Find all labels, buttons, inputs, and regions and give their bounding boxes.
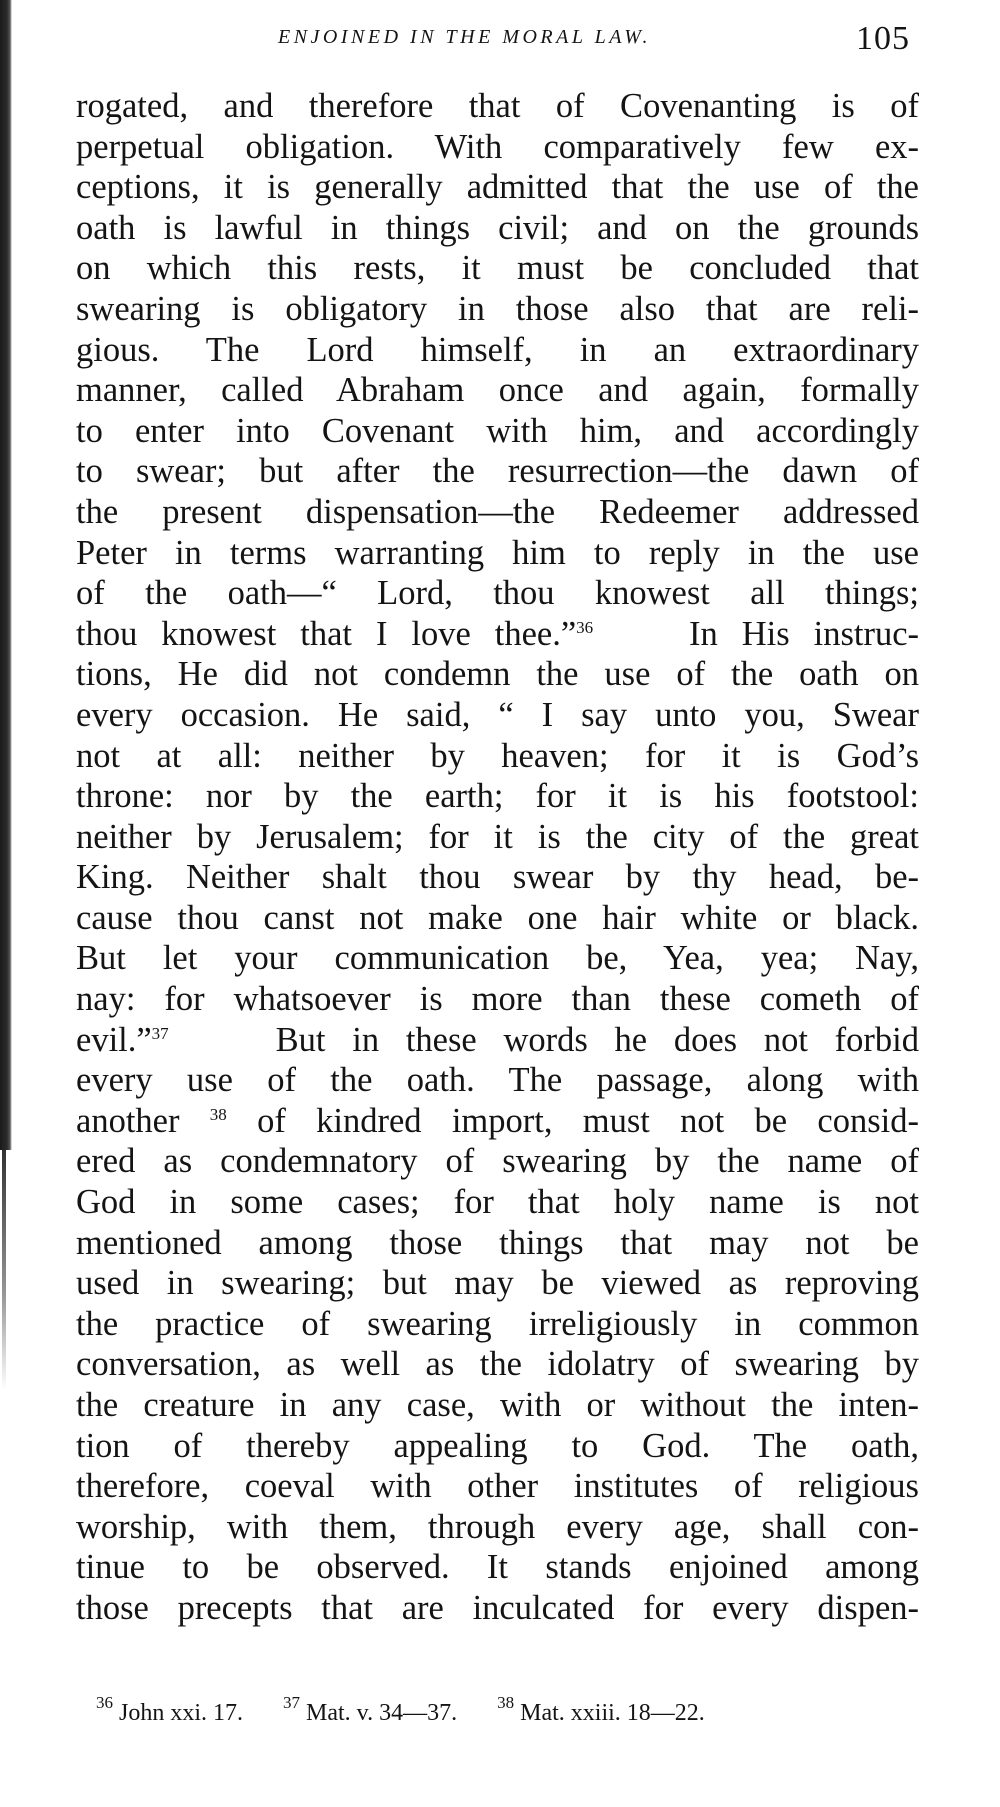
footnote-36 (96, 1693, 244, 1726)
text-line-with-ref (76, 1101, 919, 1142)
page-number: 105 (856, 20, 910, 57)
text-line: rogated, and therefore that of Covenanting is of (76, 87, 919, 125)
line-text: another (76, 1101, 180, 1140)
text-line-with-ref (76, 1020, 919, 1061)
body-text (76, 86, 919, 1629)
footnote-ref-36: 36 (576, 617, 594, 637)
footnote-text: John xxi. 17. (119, 1700, 244, 1726)
text-line: every use of the oath. The passage, along with (76, 1061, 919, 1100)
text-line: used in swearing; but may be viewed as reproving (76, 1264, 919, 1303)
text-line: God in some cases; for that holy name is not (76, 1183, 919, 1222)
line-text: In His instruc- (689, 614, 920, 653)
footnote-text: Mat. xxiii. 18—22. (520, 1700, 705, 1726)
text-line: the practice of swearing irreligiously in common (76, 1304, 919, 1343)
text-line: tions, He did not condemn the use of the oath on (76, 655, 919, 694)
text-line: the present dispensation—the Redeemer addressed (76, 492, 919, 531)
text-line: cause thou canst not make one hair white or black. (76, 898, 919, 937)
text-line: swearing is obligatory in those also that are reli- (76, 289, 919, 328)
footnote-text: Mat. v. 34—37. (306, 1700, 458, 1726)
text-line: worship, with them, through every age, shall con- (76, 1507, 919, 1546)
footnote-marker: 38 (497, 1693, 515, 1712)
text-line: Peter in terms warranting him to reply in the use (76, 533, 919, 572)
text-line: King. Neither shalt thou swear by thy head, be- (76, 858, 919, 897)
text-line-with-ref (76, 614, 919, 655)
text-line: throne: nor by the earth; for it is his footstool: (76, 777, 919, 816)
text-line: mentioned among those things that may not be (76, 1223, 919, 1262)
text-line: every occasion. He said, “ I say unto you, Swear (76, 695, 919, 734)
text-line: ceptions, it is generally admitted that the use of the (76, 168, 919, 207)
text-line: those precepts that are inculcated for every dispen- (76, 1588, 919, 1627)
footnote-marker: 37 (283, 1693, 301, 1712)
footnote-38 (497, 1693, 705, 1726)
text-line: the creature in any case, with or without the inten- (76, 1386, 919, 1424)
line-text: evil.” (76, 1020, 152, 1059)
text-line: tinue to be observed. It stands enjoined among (76, 1548, 919, 1587)
text-line: nay: for whatsoever is more than these cometh of (76, 980, 919, 1019)
text-line: to swear; but after the resurrection—the dawn of (76, 452, 919, 491)
line-text: thou knowest that I love thee.” (76, 614, 577, 653)
footnote-ref-38: 38 (209, 1104, 227, 1124)
book-binding-shadow (2, 1150, 6, 1390)
line-text: But in these words he does not forbid (275, 1020, 919, 1059)
running-title: ENJOINED IN THE MORAL LAW. (278, 26, 652, 48)
footnote-marker: 36 (96, 1693, 113, 1712)
text-line: neither by Jerusalem; for it is the city of the great (76, 817, 919, 856)
text-line: perpetual obligation. With comparatively few ex- (76, 127, 919, 166)
footnote-ref-37: 37 (151, 1023, 169, 1043)
footnotes (96, 1693, 916, 1727)
text-line: conversation, as well as the idolatry of swearing by (76, 1345, 919, 1384)
text-line: oath is lawful in things civil; and on the grounds (76, 208, 919, 247)
text-line: to enter into Covenant with him, and accordingly (76, 411, 919, 450)
line-text: of kindred import, must not be consid- (257, 1101, 919, 1140)
footnote-37 (283, 1693, 458, 1726)
text-line: tion of thereby appealing to God. The oath, (76, 1426, 919, 1465)
running-head (78, 20, 920, 64)
text-line: on which this rests, it must be concluded that (76, 249, 919, 288)
text-line: manner, called Abraham once and again, formally (76, 371, 919, 410)
text-line: ered as condemnatory of swearing by the name of (76, 1142, 919, 1181)
text-line: gious. The Lord himself, in an extraordinary (76, 330, 919, 369)
text-line: of the oath—“ Lord, thou knowest all things; (76, 574, 919, 613)
text-line: not at all: neither by heaven; for it is God’s (76, 736, 919, 775)
text-line: But let your communication be, Yea, yea; Nay, (76, 939, 919, 978)
book-binding-edge (0, 0, 12, 1150)
text-line: therefore, coeval with other institutes of religious (76, 1467, 919, 1506)
